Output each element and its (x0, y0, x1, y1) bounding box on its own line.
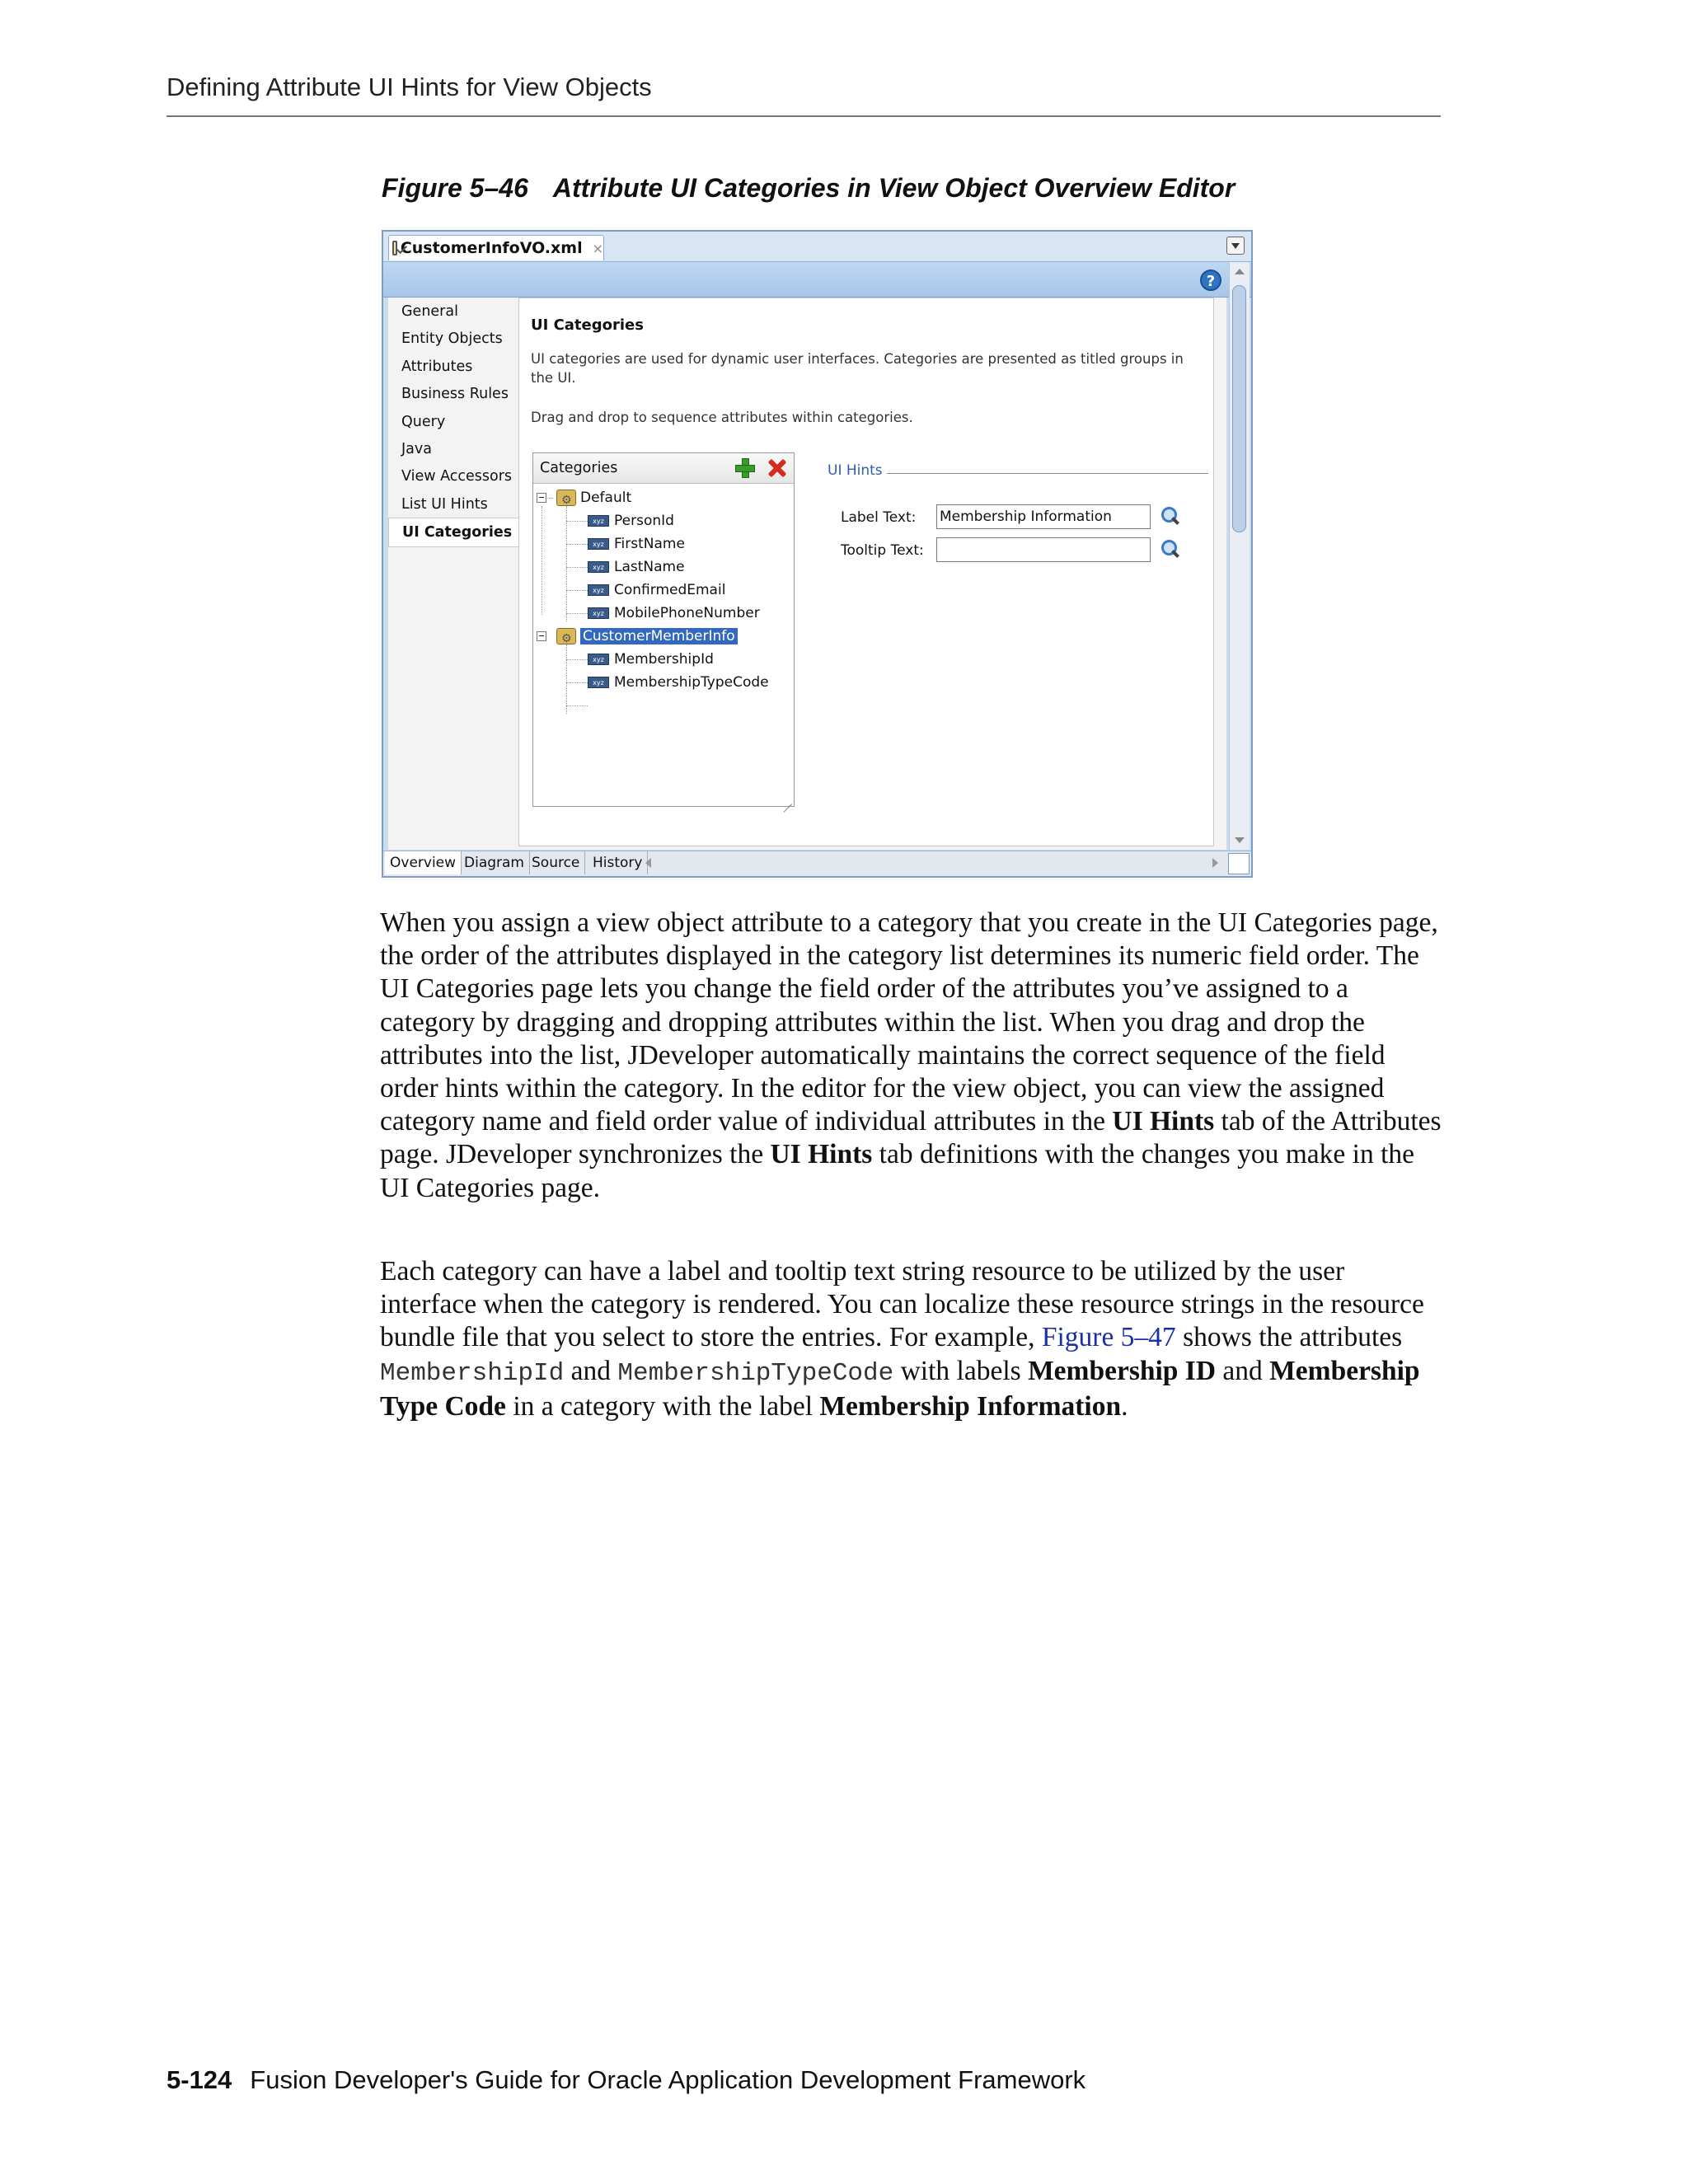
tree-category-default[interactable] (556, 486, 631, 509)
p2-f: . (1121, 1390, 1128, 1422)
figure-caption (382, 173, 1235, 204)
category-folder-icon (556, 490, 576, 506)
nav-item-java[interactable]: Java (401, 440, 432, 457)
scroll-up-icon[interactable] (1235, 269, 1245, 274)
running-header: Defining Attribute UI Hints for View Objects (166, 73, 652, 101)
bold-membership-type-code: Membership Type Code (380, 1355, 1420, 1422)
attribute-icon: xyz (588, 515, 609, 527)
tab-diagram[interactable]: Diagram (459, 851, 530, 874)
body-paragraph-1 (380, 907, 1443, 1205)
tooltip-text-search-icon[interactable] (1160, 539, 1182, 560)
p1-ui-hints-2: UI Hints (770, 1139, 873, 1170)
attribute-label: FirstName (614, 536, 685, 552)
categories-header (533, 453, 794, 484)
editor-toolbar (383, 262, 1251, 298)
nav-item-query[interactable]: Query (401, 413, 446, 430)
panel-description: UI categories are used for dynamic user interfaces. Categories are presented as titled groups in the UI. (531, 351, 1184, 386)
delete-category-icon[interactable] (767, 457, 788, 479)
p1-mid: tab of the Attributes page. JDeveloper synchronizes the (380, 1106, 1442, 1170)
ui-hints-rule (887, 473, 1208, 474)
panel-instruction: Drag and drop to sequence attributes within categories. (531, 410, 913, 425)
tree-attribute-membershipid[interactable] (588, 648, 714, 671)
attribute-icon: xyz (588, 654, 609, 665)
attribute-icon: xyz (588, 584, 609, 596)
bold-membership-id: Membership ID (1028, 1355, 1217, 1386)
figure-number: Figure 5–46 (382, 173, 528, 203)
tree-attribute-personid[interactable] (588, 509, 674, 532)
p2-e: in a category with the label (505, 1390, 820, 1422)
collapse-customermemberinfo-icon[interactable] (537, 631, 546, 641)
p2-text: Each category can have a label and tooltip text string resource to be utilized by the user interface when the category is rendered. You can localize these resource strings in the resource bundle file that you select to store the entries. For example, (380, 1256, 1424, 1353)
attribute-label: MembershipId (614, 651, 714, 668)
nav-item-general[interactable]: General (401, 303, 458, 320)
tab-overview[interactable]: Overview (385, 851, 462, 874)
attribute-icon: xyz (588, 538, 609, 550)
attribute-icon: xyz (588, 677, 609, 688)
p1-ui-hints: UI Hints (1112, 1106, 1215, 1137)
tooltip-text-field[interactable] (936, 537, 1151, 562)
category-label: CustomerMemberInfo (580, 628, 738, 644)
editor-content (388, 298, 1226, 850)
figure-5-47-link[interactable]: Figure 5–47 (1041, 1322, 1176, 1353)
page-number: 5-124 (166, 2065, 232, 2094)
tree-category-customermemberinfo[interactable] (556, 625, 738, 648)
attribute-label: LastName (614, 559, 685, 575)
attribute-icon: xyz (588, 561, 609, 573)
categories-box (532, 452, 795, 807)
vertical-scrollbar[interactable] (1229, 262, 1250, 850)
header-rule (166, 115, 1441, 117)
nav-item-view-accessors[interactable]: View Accessors (401, 468, 513, 485)
tab-source[interactable]: Source (527, 851, 585, 874)
scroll-right-icon[interactable] (1212, 858, 1218, 868)
label-text-field[interactable]: Membership Information (936, 504, 1151, 529)
help-icon[interactable]: ? (1200, 269, 1221, 291)
panel-title: UI Categories (531, 316, 644, 334)
ui-hints-section-label: UI Hints (828, 462, 883, 479)
page-footer (166, 2065, 1085, 2095)
scroll-down-icon[interactable] (1235, 837, 1245, 843)
collapse-default-icon[interactable] (537, 493, 546, 503)
tree-attribute-lastname[interactable] (588, 555, 685, 579)
bold-membership-information: Membership Information (819, 1390, 1122, 1422)
nav-item-attributes[interactable]: Attributes (401, 358, 473, 375)
p2-d: and (1216, 1355, 1270, 1386)
p1-text: When you assign a view object attribute to a category that you create in the UI Categories page, the order of the attributes displayed in the category list determines its numeric field order. The UI Categories page lets you change the field order of the attributes you’ve assigned to a category by dragging and dropping attributes within the list. When you drag and drop the attributes into the list, JDeveloper automatically maintains the correct sequence of the field order hints within the category. In the editor for the view object, you can view the assigned category name and field order value of individual attributes in the (380, 907, 1438, 1137)
close-icon[interactable]: × (592, 240, 603, 256)
categories-tree (533, 486, 794, 806)
body-paragraph-2 (380, 1255, 1443, 1423)
attribute-label: ConfirmedEmail (614, 582, 726, 598)
add-category-icon[interactable] (734, 457, 756, 479)
book-title: Fusion Developer's Guide for Oracle Application Development Framework (250, 2065, 1086, 2094)
category-label: Default (580, 490, 632, 506)
nav-item-ui-categories[interactable]: UI Categories (388, 518, 518, 546)
nav-item-entity-objects[interactable]: Entity Objects (401, 330, 503, 348)
tooltip-text-label: Tooltip Text: (841, 542, 924, 559)
editor-tab-bar (383, 232, 1251, 262)
scroll-thumb[interactable] (1232, 285, 1246, 532)
split-view-icon[interactable] (1228, 853, 1250, 874)
figure-title: Attribute UI Categories in View Object Overview Editor (552, 173, 1236, 203)
code-membershiptypecode: MembershipTypeCode (617, 1358, 894, 1388)
categories-label: Categories (540, 460, 618, 476)
tab-list-dropdown-icon[interactable] (1226, 237, 1245, 255)
ui-categories-panel (518, 298, 1214, 846)
file-tab[interactable] (388, 235, 604, 260)
attribute-label: MobilePhoneNumber (614, 605, 760, 621)
code-membershipid: MembershipId (380, 1358, 565, 1388)
attribute-label: MembershipTypeCode (614, 674, 769, 691)
p2-c: with labels (893, 1355, 1029, 1386)
attribute-icon: xyz (588, 607, 609, 619)
nav-item-business-rules[interactable]: Business Rules (401, 386, 509, 403)
category-folder-icon (556, 628, 576, 644)
nav-item-list-ui-hints[interactable]: List UI Hints (401, 495, 488, 513)
tree-attribute-confirmedemail[interactable] (588, 579, 725, 602)
overview-nav (388, 298, 518, 547)
tree-attribute-firstname[interactable] (588, 532, 685, 555)
tab-history[interactable]: History (588, 851, 648, 874)
attribute-label: PersonId (614, 513, 674, 529)
file-tab-label: CustomerInfoVO.xml (400, 239, 583, 257)
view-object-file-icon (392, 241, 397, 255)
tree-attribute-mobilephonenumber[interactable] (588, 602, 760, 625)
editor-bottom-tabs (383, 851, 1251, 876)
p2-a: shows the attributes (1175, 1322, 1403, 1353)
p2-b: and (564, 1355, 618, 1386)
label-text-label: Label Text: (841, 509, 917, 526)
resize-grip-icon[interactable] (781, 793, 792, 804)
tree-attribute-membershiptypecode[interactable] (588, 671, 769, 694)
p1-end: tab definitions with the changes you make in the UI Categories page. (380, 1139, 1415, 1203)
editor-screenshot (382, 230, 1253, 878)
label-text-search-icon[interactable] (1160, 506, 1182, 527)
